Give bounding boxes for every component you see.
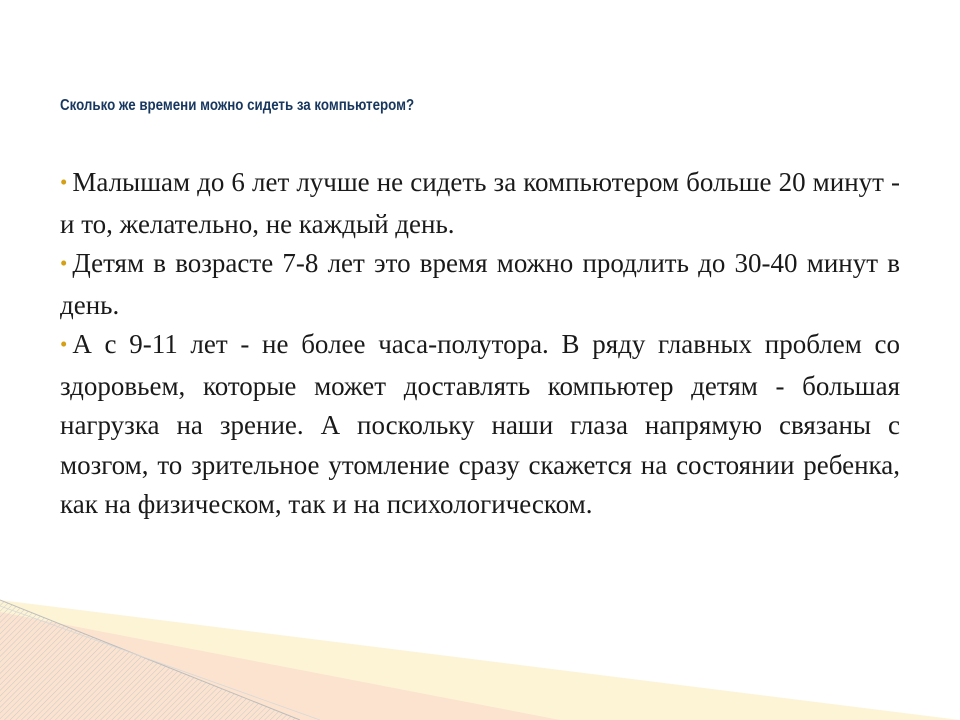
bullet-dot-icon: • — [60, 251, 68, 275]
bullet-dot-icon: • — [60, 332, 68, 356]
slide-title: Сколько же времени можно сидеть за компьютером? — [60, 97, 415, 114]
bullet-item — [60, 244, 900, 325]
corner-decoration — [0, 560, 960, 720]
slide-body — [60, 163, 900, 525]
bullet-text: А с 9-11 лет - не более часа-полутора. В ряду главных проблем со здоровьем, которые может доставлять компьютер детям - большая нагрузка на зрение. А поскольку наши глаза напрямую связаны с мозгом, то зрительное утомление сразу скажется на состоянии ребенка, как на физическом, так и на психологическом. — [60, 329, 900, 519]
bullet-item — [60, 163, 900, 244]
bullet-text: Детям в возрасте 7-8 лет это время можно продлить до 30-40 минут в день. — [60, 248, 900, 320]
bullet-text: Малышам до 6 лет лучше не сидеть за компьютером больше 20 минут - и то, желательно, не каждый день. — [60, 167, 900, 239]
bullet-item — [60, 325, 900, 525]
bullet-dot-icon: • — [60, 170, 68, 194]
